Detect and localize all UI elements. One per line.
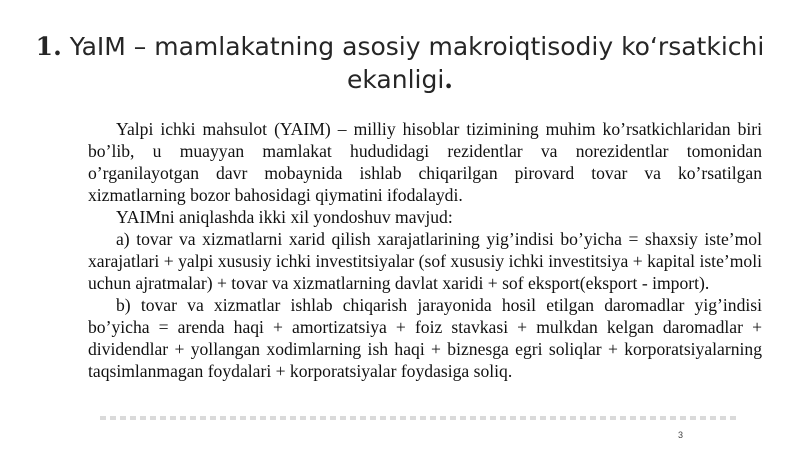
paragraph-definition: Yalpi ichki mahsulot (YAIM) – milliy hisoblar tizimining muhim ko’rsatkichlaridan biri bo’lib, u muayyan mamlakat hududidagi rezidentlar va norezidentlar tomonidan o’rganilayotgan davr mobaynida ishlab chiqarilgan pirovard tovar va ko’rsatilgan xizmatlarning bozor bahosidagi qiymatini ifodalaydi. [88, 119, 762, 205]
cut-off-text-line [100, 416, 740, 420]
title-text: YaIM – mamlakatning asosiy makroiqtisodiy ko‘rsatkichi ekanligi [69, 32, 765, 94]
document-body [88, 118, 762, 382]
paragraph-approaches: YAIMni aniqlashda ikki xil yondoshuv mavjud: [116, 207, 453, 227]
page-number: 3 [678, 430, 684, 440]
title-number: 1. [35, 32, 62, 61]
paragraph-income: b) tovar va xizmatlar ishlab chiqarish jarayonida hosil etilgan daromadlar yig’indisi bo’yicha = arenda haqi + amortizatsiya + foiz stavkasi + mulkdan kelgan daromadlar + dividendlar + yollangan xodimlarning ish haqi + biznesga egri soliqlar + korporatsiyalarning taqsimlanmagan foydalari + korporatsiyalar foydasiga soliq. [88, 295, 762, 381]
title-end: . [444, 65, 453, 94]
slide-title [30, 30, 770, 96]
paragraph-expenditure: a) tovar va xizmatlarni xarid qilish xarajatlarining yig’indisi bo’yicha = shaxsiy iste’mol xarajatlari + yalpi xususiy ichki investitsiyalar (sof xususiy ichki investitsiya + kapital iste’moli uchun ajratmalar) + tovar va xizmatlarning davlat xaridi + sof eksport(eksport - import). [88, 229, 762, 293]
